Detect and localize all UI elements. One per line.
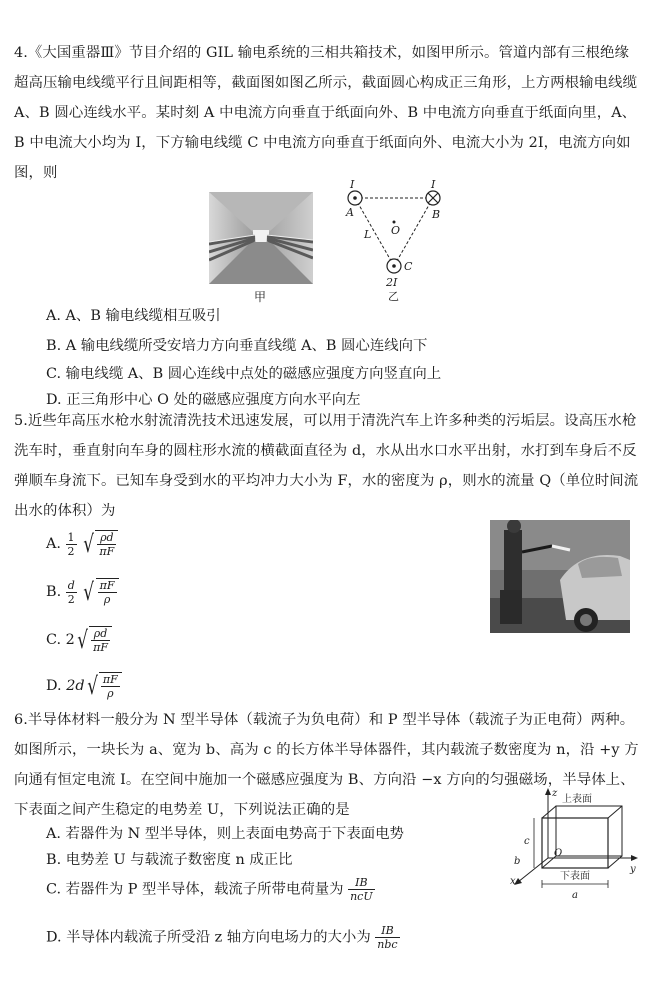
label-c: C (404, 260, 413, 273)
q5-option-a-letter: A. (46, 536, 61, 552)
gil-tunnel-photo (209, 192, 313, 284)
question-6-stem: 6.半导体材料一般分为 N 型半导体（载流子为负电荷）和 P 型半导体（载流子为正电荷）两种。如图所示，一块长为 a、宽为 b、高为 c 的长方体半导体器件，其内载流子数密度为 n，沿 +y 方向通有恒定电流 I。在空间中施加一个磁感应强度为 B、方向沿 −x 方向的匀强磁场，半导体上、下表面之间产生稳定的电势差 U，下列说法正确的是 (14, 712, 639, 818)
diagram-y: y (630, 864, 636, 875)
q6-option-a[interactable]: A. 若器件为 N 型半导体，则上表面电势高于下表面电势 (46, 826, 404, 842)
diagram-b: b (514, 856, 521, 867)
diagram-z: z (552, 788, 558, 799)
q4-option-c[interactable]: C. 输电线缆 A、B 圆心连线中点处的磁感应强度方向竖直向上 (46, 366, 442, 382)
q6-option-b[interactable]: B. 电势差 U 与载流子数密度 n 成正比 (46, 852, 293, 868)
q6-option-c-label: C. 若器件为 P 型半导体，载流子所带电荷量为 (46, 881, 344, 898)
diagram-a: a (572, 890, 578, 901)
figure-label-yi: 乙 (388, 290, 399, 303)
q4-option-b[interactable]: B. A 输电线缆所受安培力方向垂直线缆 A、B 圆心连线向下 (46, 338, 428, 354)
q5-option-d-prefix: 2d (66, 678, 85, 694)
diagram-top-surface: 上表面 (562, 794, 592, 805)
q6-option-d-label: D. 半导体内载流子所受沿 z 轴方向电场力的大小为 (46, 929, 371, 946)
q5-option-d[interactable]: D. 2d√ $\frac{\pi F}{\rho}$ (46, 672, 122, 700)
diagram-x: x (510, 876, 516, 887)
q5-option-a[interactable]: A. $\frac{1}{2}$ √ $\frac{\rho d}{\pi F}$ (46, 530, 118, 558)
semiconductor-block-diagram (506, 786, 642, 916)
question-5-stem: 5.近些年高压水枪水射流清洗技术迅速发展，可以用于清洗汽车上许多种类的污垢层。设高压水枪洗车时，垂直射向车身的圆柱形水流的横截面直径为 d，水从出水口水平出射，水打到车身后不反弹顺车身流下。已知车身受到水的平均冲力大小为 F，水的密度为 ρ，则水的流量 Q（单位时间流出水的体积）为 (14, 413, 639, 519)
q5-option-c-prefix: 2 (65, 632, 75, 648)
q5-option-b-coef: $\frac{d}{2}$ (67, 578, 75, 606)
label-b: B (432, 208, 441, 221)
q5-option-b-letter: B. (46, 584, 62, 600)
q5-option-b[interactable]: B. $\frac{d}{2}$ √ $\frac{\pi F}{\rho}$ (46, 578, 119, 606)
diagram-bottom-surface: 下表面 (560, 871, 590, 882)
q6-option-c[interactable]: C. 若器件为 P 型半导体，载流子所带电荷量为 $\frac{IB}{\text{ncU}}$ (46, 876, 373, 903)
q4-option-d[interactable]: D. 正三角形中心 O 处的磁感应强度方向水平向左 (46, 392, 361, 408)
label-o: O (391, 224, 401, 237)
cable-cross-section-diagram (336, 176, 452, 306)
label-i-a: I (350, 178, 355, 191)
q5-option-d-letter: D. (46, 678, 62, 694)
q6-option-d[interactable]: D. 半导体内载流子所受沿 z 轴方向电场力的大小为 $\frac{IB}{\text{nbc}}$ (46, 924, 398, 951)
q5-option-c-letter: C. (46, 632, 62, 648)
label-a: A (346, 206, 354, 219)
label-two-i: 2I (386, 276, 398, 289)
diagram-o: O (554, 848, 563, 859)
diagram-c: c (524, 836, 530, 847)
label-i-b: I (431, 178, 436, 191)
question-4-stem: 4.《大国重器Ⅲ》节目介绍的 GIL 输电系统的三相共箱技术，如图甲所示。管道内部有三根绝缘超高压输电线缆平行且间距相等，截面图如图乙所示，截面圆心构成正三角形，上方两根输电线缆 A、B 圆心连线水平。某时刻 A 中电流方向垂直于纸面向外、B 中电流方向垂直于纸面向里，A、B 中电流大小均为 I，下方输电线缆 C 中电流方向垂直于纸面向外、电流大小为 2I，电流方向如图，则 (14, 45, 638, 181)
q5-option-c[interactable]: C. 2√ $\frac{\rho d}{\pi F}$ (46, 626, 112, 654)
figure-label-jia: 甲 (254, 290, 267, 304)
q5-option-a-coef: $\frac{1}{2}$ (67, 530, 75, 558)
car-wash-photo (490, 520, 630, 633)
q4-option-a[interactable]: A. A、B 输电线缆相互吸引 (46, 308, 221, 324)
label-l: L (364, 228, 372, 241)
